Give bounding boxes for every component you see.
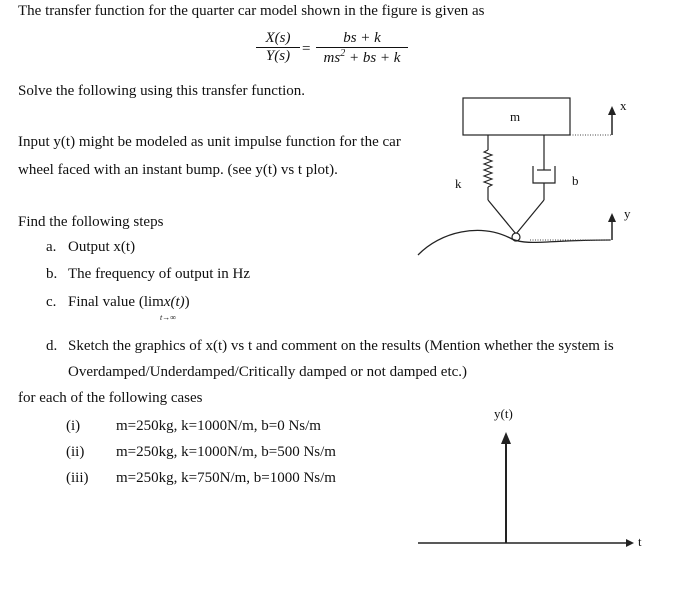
solve-text: Solve the following using this transfer function. xyxy=(18,83,306,99)
step-c-marker: c. xyxy=(46,294,57,310)
case-ii-marker: (ii) xyxy=(66,444,85,460)
case-i-text: m=250kg, k=1000N/m, b=0 Ns/m xyxy=(116,418,321,434)
step-d-line1: Sketch the graphics of x(t) vs t and comment on the results (Mention whether the system is xyxy=(68,338,614,354)
tf-lhs-denominator: Y(s) xyxy=(265,48,291,64)
plot-time-axis-arrowhead xyxy=(626,539,634,547)
tf-equals: = xyxy=(302,41,311,57)
step-d-line2: Overdamped/Underdamped/Critically damped or not damped etc.) xyxy=(68,364,468,380)
tf-rhs-denominator: $ms^2$ + bs + k xyxy=(323,48,401,66)
y-label: y xyxy=(624,206,631,221)
case-i-marker: (i) xyxy=(66,418,81,434)
step-a-marker: a. xyxy=(46,239,57,255)
case-iii-marker: (iii) xyxy=(66,470,89,486)
tf-rhs-numerator: bs + k xyxy=(316,30,408,48)
step-b-marker: b. xyxy=(46,266,58,282)
x-label: x xyxy=(620,98,627,113)
step-b-text: The frequency of output in Hz xyxy=(68,266,251,282)
step-c-limit-subscript: t→∞ xyxy=(160,313,176,322)
input-text-line1: Input y(t) might be modeled as unit impulse function for the car xyxy=(18,134,401,150)
plot-x-label: t xyxy=(638,534,642,549)
spring-label: k xyxy=(455,176,462,191)
step-c-text: Final value (limx(t)) xyxy=(68,294,190,310)
case-ii-text: m=250kg, k=1000N/m, b=500 Ns/m xyxy=(116,444,336,460)
mass-label: m xyxy=(510,109,521,124)
plot-y-label: y(t) xyxy=(494,406,513,421)
impulse-arrowhead xyxy=(501,432,511,444)
step-a-text: Output x(t) xyxy=(68,239,136,255)
tf-lhs-numerator: X(s) xyxy=(256,30,300,48)
step-d-marker: d. xyxy=(46,338,58,354)
find-text: Find the following steps xyxy=(18,214,164,230)
input-text-line2: wheel faced with an instant bump. (see y(t) vs t plot). xyxy=(18,162,338,178)
case-iii-text: m=250kg, k=750N/m, b=1000 Ns/m xyxy=(116,470,336,486)
cases-intro: for each of the following cases xyxy=(18,390,203,406)
intro-text: The transfer function for the quarter car model shown in the figure is given as xyxy=(18,3,485,19)
damper-label: b xyxy=(572,173,579,188)
